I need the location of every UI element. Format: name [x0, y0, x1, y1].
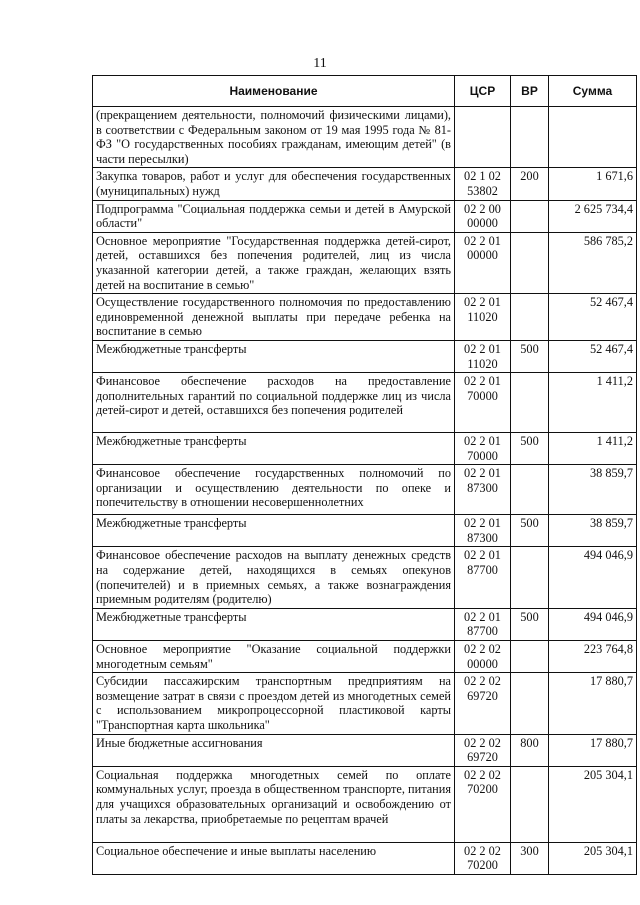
cell-vr: 300 — [511, 842, 549, 874]
cell-sum: 52 467,4 — [549, 294, 637, 341]
cell-name: Социальная поддержка многодетных семей по оплате коммунальных услуг, проезда в общественном транспорте, питания для учащихся образовательных организаций и освобождению от платы за лекарства, приобретаемые по рецептам врачей — [93, 766, 455, 842]
table-row — [93, 766, 637, 842]
cell-sum: 52 467,4 — [549, 340, 637, 372]
cell-name: Финансовое обеспечение расходов на предоставление дополнительных гарантий по социальной поддержке лиц из числа детей-сирот и детей, оставшихся без попечения родителей — [93, 373, 455, 433]
cell-csr: 02 2 01 87700 — [455, 547, 511, 608]
cell-vr: 500 — [511, 608, 549, 640]
cell-name: Основное мероприятие "Оказание социальной поддержки многодетным семьям" — [93, 641, 455, 673]
table-row — [93, 168, 637, 200]
cell-vr — [511, 107, 549, 168]
header-vr: ВР — [511, 76, 549, 107]
cell-sum: 17 880,7 — [549, 673, 637, 734]
cell-csr: 02 2 02 69720 — [455, 673, 511, 734]
cell-vr: 500 — [511, 340, 549, 372]
budget-table — [92, 75, 637, 875]
table-row — [93, 200, 637, 232]
cell-vr — [511, 641, 549, 673]
cell-sum: 1 411,2 — [549, 433, 637, 465]
cell-name: Межбюджетные трансферты — [93, 515, 455, 547]
table-row — [93, 465, 637, 515]
cell-name: Иные бюджетные ассигнования — [93, 734, 455, 766]
cell-name: Закупка товаров, работ и услуг для обеспечения государственных (муниципальных) нужд — [93, 168, 455, 200]
page-number: 11 — [313, 56, 327, 71]
cell-sum: 17 880,7 — [549, 734, 637, 766]
cell-name: Субсидии пассажирским транспортным предприятиям на возмещение затрат в связи с проездом детей из многодетных семей с использованием микропроцессорной пластиковой карты "Транспортная карта школьника" — [93, 673, 455, 734]
header-sum: Сумма — [549, 76, 637, 107]
cell-vr: 500 — [511, 433, 549, 465]
cell-vr — [511, 232, 549, 293]
cell-csr: 02 2 01 87700 — [455, 608, 511, 640]
cell-name: Осуществление государственного полномочия по предоставлению единовременной денежной выплаты при передаче ребенка на воспитание в семью — [93, 294, 455, 341]
cell-name: (прекращением деятельности, полномочий физическими лицами), в соответствии с Федеральным законом от 19 мая 1995 года № 81-ФЗ "О государственных пособиях гражданам, имеющим детей" (в части пересылки) — [93, 107, 455, 168]
table-body — [93, 107, 637, 875]
cell-csr: 02 2 01 87300 — [455, 515, 511, 547]
cell-csr: 02 2 00 00000 — [455, 200, 511, 232]
cell-name: Межбюджетные трансферты — [93, 608, 455, 640]
cell-csr: 02 2 01 87300 — [455, 465, 511, 515]
cell-csr: 02 2 02 00000 — [455, 641, 511, 673]
table-row — [93, 608, 637, 640]
cell-csr: 02 2 01 11020 — [455, 294, 511, 341]
table-row — [93, 340, 637, 372]
cell-name: Межбюджетные трансферты — [93, 433, 455, 465]
header-csr: ЦСР — [455, 76, 511, 107]
cell-sum: 494 046,9 — [549, 547, 637, 608]
cell-sum: 205 304,1 — [549, 842, 637, 874]
table-row — [93, 515, 637, 547]
cell-sum: 1 671,6 — [549, 168, 637, 200]
table-row — [93, 842, 637, 874]
cell-name: Основное мероприятие "Государственная поддержка детей-сирот, детей, оставшихся без попечения родителей, лиц из числа указанной категории детей, а также граждан, желающих взять детей на воспитание в семью" — [93, 232, 455, 293]
cell-name: Финансовое обеспечение государственных полномочий по организации и осуществлению деятельности по опеке и попечительству в отношении несовершеннолетних — [93, 465, 455, 515]
table-row — [93, 232, 637, 293]
cell-name: Социальное обеспечение и иные выплаты населению — [93, 842, 455, 874]
cell-vr — [511, 673, 549, 734]
cell-name: Межбюджетные трансферты — [93, 340, 455, 372]
cell-csr: 02 2 01 00000 — [455, 232, 511, 293]
cell-sum: 2 625 734,4 — [549, 200, 637, 232]
table-row — [93, 373, 637, 433]
cell-vr — [511, 373, 549, 433]
table-row — [93, 433, 637, 465]
cell-csr: 02 2 02 69720 — [455, 734, 511, 766]
cell-csr: 02 2 02 70200 — [455, 766, 511, 842]
cell-vr: 800 — [511, 734, 549, 766]
cell-sum: 1 411,2 — [549, 373, 637, 433]
cell-sum — [549, 107, 637, 168]
cell-vr — [511, 294, 549, 341]
cell-csr: 02 2 02 70200 — [455, 842, 511, 874]
header-name: Наименование — [93, 76, 455, 107]
cell-name: Финансовое обеспечение расходов на выплату денежных средств на содержание детей, находящихся в семьях опекунов (попечителей) и в приемных семьях, а также вознаграждения приемным родителям (родителю) — [93, 547, 455, 608]
header-row — [93, 76, 637, 107]
cell-sum: 494 046,9 — [549, 608, 637, 640]
cell-sum: 586 785,2 — [549, 232, 637, 293]
cell-vr — [511, 766, 549, 842]
cell-csr: 02 1 02 53802 — [455, 168, 511, 200]
cell-csr: 02 2 01 70000 — [455, 433, 511, 465]
cell-name: Подпрограмма "Социальная поддержка семьи и детей в Амурской области" — [93, 200, 455, 232]
table-row — [93, 107, 637, 168]
cell-vr — [511, 465, 549, 515]
cell-vr — [511, 200, 549, 232]
cell-sum: 205 304,1 — [549, 766, 637, 842]
cell-vr: 200 — [511, 168, 549, 200]
cell-sum: 223 764,8 — [549, 641, 637, 673]
cell-sum: 38 859,7 — [549, 515, 637, 547]
cell-csr — [455, 107, 511, 168]
cell-csr: 02 2 01 70000 — [455, 373, 511, 433]
cell-vr: 500 — [511, 515, 549, 547]
cell-csr: 02 2 01 11020 — [455, 340, 511, 372]
table-header — [93, 76, 637, 107]
cell-sum: 38 859,7 — [549, 465, 637, 515]
table-row — [93, 547, 637, 608]
table-row — [93, 641, 637, 673]
table-row — [93, 673, 637, 734]
table-row — [93, 734, 637, 766]
cell-vr — [511, 547, 549, 608]
table-row — [93, 294, 637, 341]
